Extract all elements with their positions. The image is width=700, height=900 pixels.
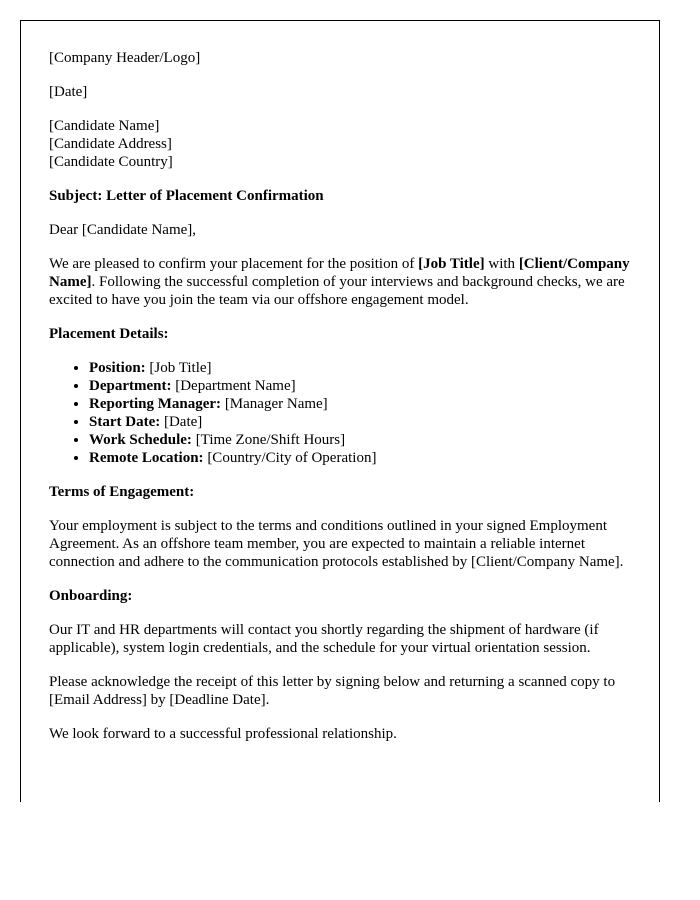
list-item: • Remote Location: [Country/City of Operation] <box>89 449 631 467</box>
onboarding-heading: Onboarding: <box>49 588 133 604</box>
job-title: [Job Title] <box>418 256 485 272</box>
terms-paragraph: Your employment is subject to the terms and conditions outlined in your signed Employment Agreement. As an offshore team member, you are expected to maintain a reliable internet connection and adhere to the communication protocols established by [Client/Company Name]. <box>49 518 624 570</box>
terms-heading: Terms of Engagement: <box>49 484 195 500</box>
letter-subject: Subject: Letter of Placement Confirmation <box>49 188 324 204</box>
letter-date: [Date] <box>49 84 88 100</box>
candidate-address: [Candidate Address] <box>49 136 172 152</box>
list-item: • Work Schedule: [Time Zone/Shift Hours] <box>89 431 631 449</box>
candidate-country: [Candidate Country] <box>49 154 173 170</box>
greeting: Dear [Candidate Name], <box>49 222 197 238</box>
company-name: [Client/Company Name] <box>49 256 630 290</box>
candidate-name: [Candidate Name] <box>49 118 160 134</box>
intro-paragraph: We are pleased to confirm your placement for the position of [Job Title] with [Client/Company Name]. Following the successful completion of your interviews and background checks, we are excited to have you join the team via our offshore engagement model. <box>49 256 630 308</box>
placement-details-list <box>49 359 631 467</box>
onboarding-paragraph: Our IT and HR departments will contact you shortly regarding the shipment of hardware (if applicable), system login credentials, and the schedule for your virtual orientation session. <box>49 622 599 656</box>
placement-details-heading: Placement Details: <box>49 326 169 342</box>
acknowledge-paragraph: Please acknowledge the receipt of this letter by signing below and returning a scanned copy to [Email Address] by [Deadline Date]. <box>49 674 616 708</box>
list-item: • Position: [Job Title] <box>89 359 631 377</box>
company-header: [Company Header/Logo] <box>49 50 201 66</box>
letter-page <box>20 20 660 802</box>
candidate-address-block <box>49 117 631 171</box>
list-item: • Start Date: [Date] <box>89 413 631 431</box>
list-item: • Reporting Manager: [Manager Name] <box>89 395 631 413</box>
closing-paragraph: We look forward to a successful professional relationship. <box>49 726 397 742</box>
list-item: • Department: [Department Name] <box>89 377 631 395</box>
